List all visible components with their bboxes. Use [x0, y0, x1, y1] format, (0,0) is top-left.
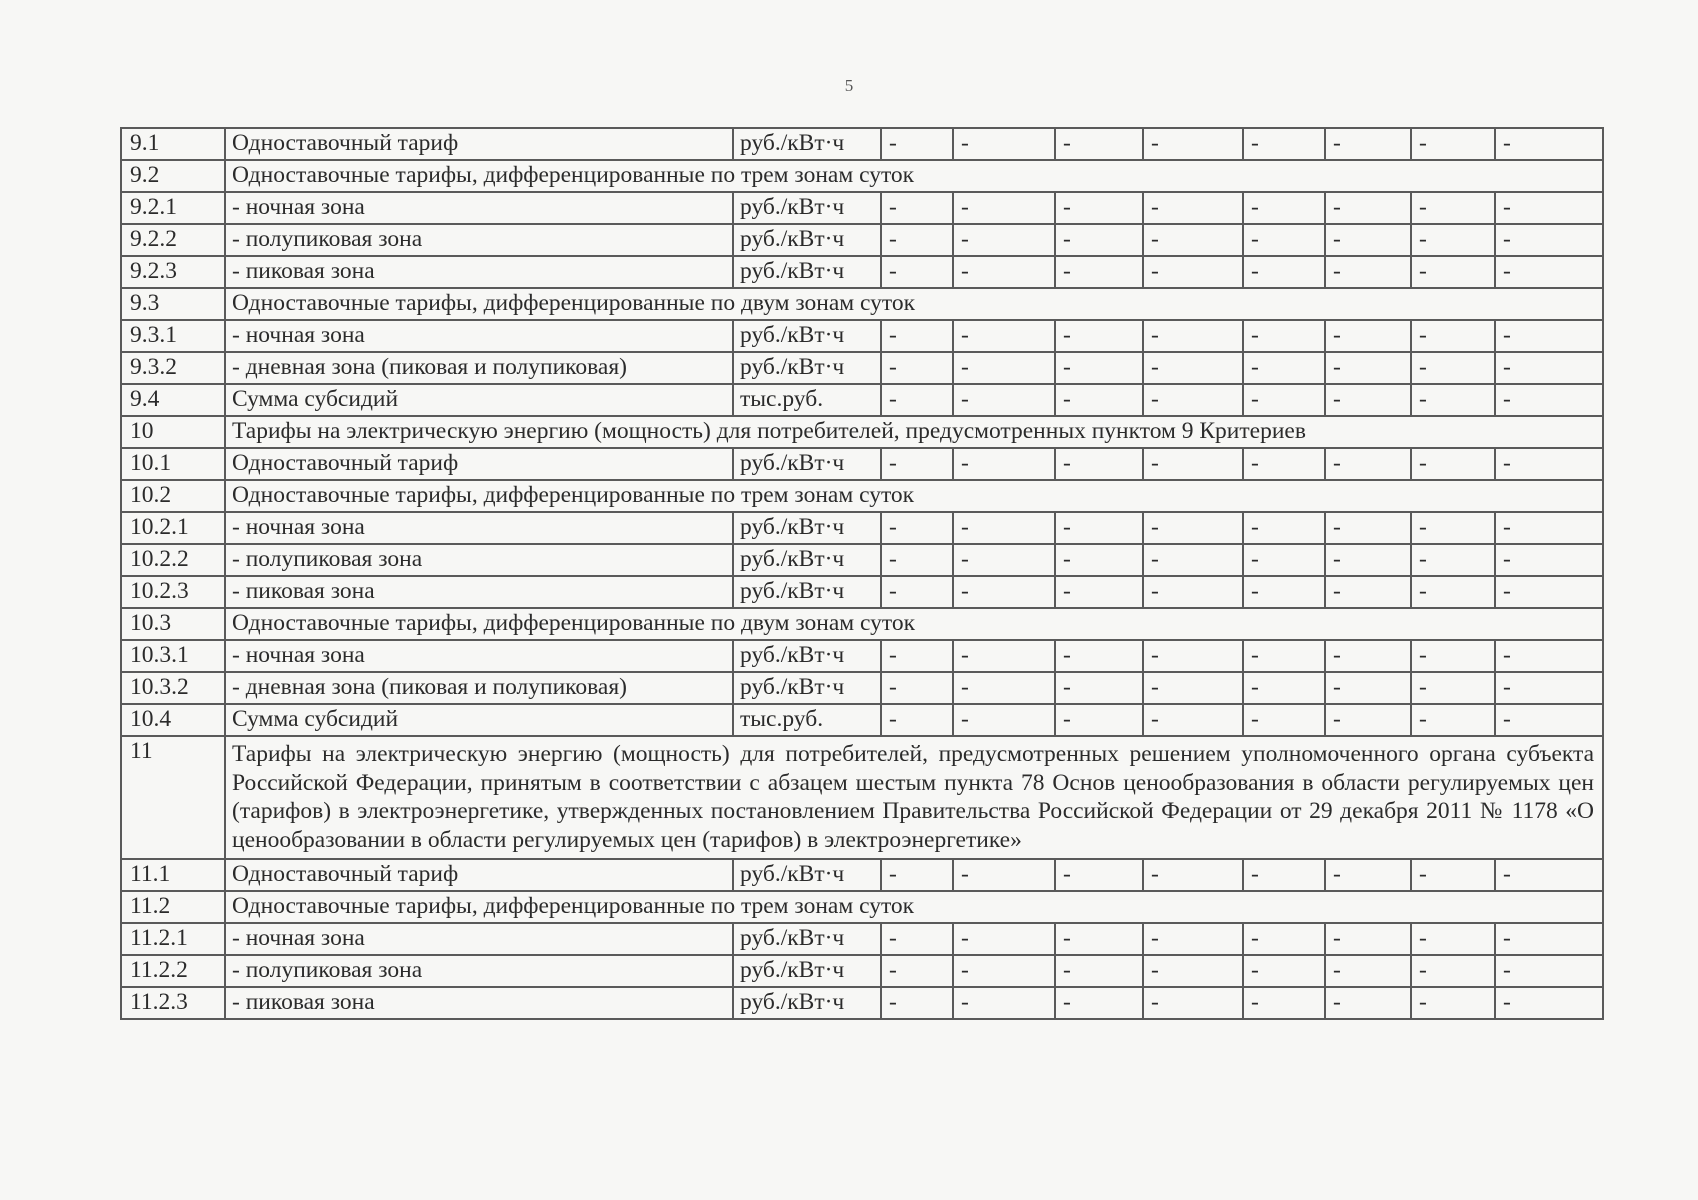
row-description: Тарифы на электрическую энергию (мощность) для потребителей, предусмотренных пунктом 9 Критериев [225, 416, 1603, 448]
table-row [121, 987, 1603, 1019]
row-value: - [953, 672, 1055, 704]
row-value: - [1325, 955, 1411, 987]
row-description: Одноставочный тариф [225, 859, 733, 891]
table-row [121, 352, 1603, 384]
row-value: - [881, 672, 953, 704]
row-unit: тыс.руб. [733, 384, 881, 416]
row-value: - [1243, 640, 1325, 672]
row-number: 10.1 [121, 448, 225, 480]
row-value: - [1495, 256, 1603, 288]
row-value: - [953, 704, 1055, 736]
row-value: - [1411, 859, 1495, 891]
row-value: - [953, 859, 1055, 891]
table-row [121, 923, 1603, 955]
row-value: - [1055, 384, 1143, 416]
row-value: - [1411, 192, 1495, 224]
table-row [121, 224, 1603, 256]
row-value: - [1143, 224, 1243, 256]
row-number: 9.2.3 [121, 256, 225, 288]
table-row [121, 955, 1603, 987]
row-value: - [1243, 448, 1325, 480]
table-row [121, 891, 1603, 923]
table-row [121, 672, 1603, 704]
row-number: 10.3.2 [121, 672, 225, 704]
table-row [121, 192, 1603, 224]
row-value: - [1055, 704, 1143, 736]
row-number: 11.2.3 [121, 987, 225, 1019]
row-unit: руб./кВт·ч [733, 192, 881, 224]
row-number: 9.3.1 [121, 320, 225, 352]
row-value: - [1055, 320, 1143, 352]
row-value: - [1243, 987, 1325, 1019]
row-value: - [953, 320, 1055, 352]
table-row [121, 448, 1603, 480]
row-value: - [1411, 987, 1495, 1019]
row-value: - [1143, 987, 1243, 1019]
row-description: - ночная зона [225, 320, 733, 352]
row-value: - [1243, 576, 1325, 608]
table-row [121, 480, 1603, 512]
row-value: - [1495, 352, 1603, 384]
row-value: - [881, 448, 953, 480]
row-value: - [1055, 192, 1143, 224]
row-value: - [1143, 352, 1243, 384]
row-value: - [953, 544, 1055, 576]
row-value: - [1495, 704, 1603, 736]
row-description: - полупиковая зона [225, 224, 733, 256]
row-number: 11.1 [121, 859, 225, 891]
row-value: - [1495, 672, 1603, 704]
row-description: Одноставочный тариф [225, 448, 733, 480]
row-value: - [881, 224, 953, 256]
row-value: - [1243, 923, 1325, 955]
row-unit: руб./кВт·ч [733, 544, 881, 576]
row-description: - пиковая зона [225, 256, 733, 288]
row-description: Одноставочные тарифы, дифференцированные по двум зонам суток [225, 608, 1603, 640]
row-value: - [1325, 352, 1411, 384]
row-value: - [1055, 923, 1143, 955]
row-value: - [881, 192, 953, 224]
row-value: - [1243, 352, 1325, 384]
row-value: - [881, 512, 953, 544]
row-description: - пиковая зона [225, 987, 733, 1019]
row-number: 9.3.2 [121, 352, 225, 384]
row-number: 11.2.2 [121, 955, 225, 987]
row-value: - [1055, 955, 1143, 987]
table-row [121, 256, 1603, 288]
row-value: - [1143, 640, 1243, 672]
row-number: 11 [121, 736, 225, 859]
row-value: - [1325, 192, 1411, 224]
row-value: - [1411, 672, 1495, 704]
row-value: - [1411, 384, 1495, 416]
row-number: 10.2.1 [121, 512, 225, 544]
row-value: - [881, 859, 953, 891]
row-value: - [1143, 320, 1243, 352]
row-value: - [1055, 576, 1143, 608]
row-unit: руб./кВт·ч [733, 640, 881, 672]
row-description: - ночная зона [225, 512, 733, 544]
row-value: - [1143, 859, 1243, 891]
table-row [121, 512, 1603, 544]
table-row [121, 736, 1603, 859]
row-value: - [1411, 320, 1495, 352]
row-value: - [881, 987, 953, 1019]
row-value: - [1411, 544, 1495, 576]
row-value: - [881, 256, 953, 288]
table-row [121, 320, 1603, 352]
row-value: - [1143, 672, 1243, 704]
table-row [121, 576, 1603, 608]
row-value: - [1495, 448, 1603, 480]
row-value: - [953, 256, 1055, 288]
row-value: - [1243, 192, 1325, 224]
row-value: - [1055, 352, 1143, 384]
row-description: - ночная зона [225, 640, 733, 672]
row-value: - [1243, 955, 1325, 987]
row-number: 10 [121, 416, 225, 448]
row-number: 9.2 [121, 160, 225, 192]
row-value: - [1411, 224, 1495, 256]
row-value: - [953, 224, 1055, 256]
row-value: - [1495, 320, 1603, 352]
row-value: - [1495, 859, 1603, 891]
row-value: - [881, 923, 953, 955]
row-value: - [1143, 128, 1243, 160]
row-unit: руб./кВт·ч [733, 576, 881, 608]
row-value: - [1325, 128, 1411, 160]
row-value: - [1143, 704, 1243, 736]
row-value: - [1411, 576, 1495, 608]
row-description: - пиковая зона [225, 576, 733, 608]
row-number: 9.2.2 [121, 224, 225, 256]
row-value: - [1325, 256, 1411, 288]
row-unit: руб./кВт·ч [733, 320, 881, 352]
row-value: - [953, 384, 1055, 416]
row-unit: руб./кВт·ч [733, 512, 881, 544]
row-value: - [1325, 384, 1411, 416]
row-value: - [953, 955, 1055, 987]
row-value: - [1055, 224, 1143, 256]
row-unit: тыс.руб. [733, 704, 881, 736]
row-description: - дневная зона (пиковая и полупиковая) [225, 672, 733, 704]
row-value: - [1143, 512, 1243, 544]
row-value: - [1495, 544, 1603, 576]
row-value: - [1411, 923, 1495, 955]
row-value: - [1055, 987, 1143, 1019]
row-value: - [1325, 987, 1411, 1019]
row-description: - полупиковая зона [225, 955, 733, 987]
table-row [121, 640, 1603, 672]
table-row [121, 416, 1603, 448]
row-value: - [1495, 640, 1603, 672]
row-unit: руб./кВт·ч [733, 224, 881, 256]
row-value: - [1243, 704, 1325, 736]
row-unit: руб./кВт·ч [733, 987, 881, 1019]
row-description: Сумма субсидий [225, 384, 733, 416]
row-unit: руб./кВт·ч [733, 672, 881, 704]
row-value: - [1495, 576, 1603, 608]
row-description: - дневная зона (пиковая и полупиковая) [225, 352, 733, 384]
row-value: - [1411, 128, 1495, 160]
row-value: - [1411, 448, 1495, 480]
table-row [121, 608, 1603, 640]
row-unit: руб./кВт·ч [733, 923, 881, 955]
row-value: - [953, 576, 1055, 608]
table-row [121, 544, 1603, 576]
table-row [121, 128, 1603, 160]
table-row [121, 288, 1603, 320]
row-value: - [1411, 955, 1495, 987]
row-value: - [1143, 448, 1243, 480]
row-value: - [1055, 448, 1143, 480]
row-value: - [1055, 512, 1143, 544]
row-value: - [953, 987, 1055, 1019]
row-unit: руб./кВт·ч [733, 128, 881, 160]
row-value: - [1243, 544, 1325, 576]
table-row [121, 704, 1603, 736]
row-number: 9.3 [121, 288, 225, 320]
row-unit: руб./кВт·ч [733, 955, 881, 987]
row-value: - [1411, 640, 1495, 672]
tariff-table [120, 127, 1604, 1020]
row-number: 10.2.3 [121, 576, 225, 608]
row-number: 9.4 [121, 384, 225, 416]
row-value: - [953, 640, 1055, 672]
row-value: - [881, 352, 953, 384]
row-number: 11.2 [121, 891, 225, 923]
row-value: - [881, 384, 953, 416]
row-value: - [1495, 923, 1603, 955]
row-description: Тарифы на электрическую энергию (мощность) для потребителей, предусмотренных решением уполномоченного органа субъекта Российской Федерации, принятым в соответствии с абзацем шестым пункта 78 Основ ценообразования в области регулируемых цен (тарифов) в электроэнергетике, утвержденных постановлением Правительства Российской Федерации от 29 декабря 2011 № 1178 «О ценообразовании в области регулируемых цен (тарифов) в электроэнергетике» [225, 736, 1603, 859]
row-description: - полупиковая зона [225, 544, 733, 576]
row-number: 10.2.2 [121, 544, 225, 576]
row-description: Одноставочные тарифы, дифференцированные по трем зонам суток [225, 160, 1603, 192]
row-description: - ночная зона [225, 192, 733, 224]
row-value: - [953, 352, 1055, 384]
row-value: - [1143, 256, 1243, 288]
row-value: - [1325, 320, 1411, 352]
row-value: - [1325, 224, 1411, 256]
row-value: - [1243, 128, 1325, 160]
row-value: - [1143, 544, 1243, 576]
row-unit: руб./кВт·ч [733, 256, 881, 288]
row-description: Сумма субсидий [225, 704, 733, 736]
row-value: - [1495, 987, 1603, 1019]
row-value: - [1495, 512, 1603, 544]
row-value: - [1243, 672, 1325, 704]
row-value: - [1325, 640, 1411, 672]
row-unit: руб./кВт·ч [733, 352, 881, 384]
row-value: - [1325, 859, 1411, 891]
row-value: - [1325, 512, 1411, 544]
row-value: - [953, 512, 1055, 544]
row-value: - [1325, 448, 1411, 480]
row-value: - [1055, 544, 1143, 576]
row-value: - [953, 923, 1055, 955]
row-unit: руб./кВт·ч [733, 859, 881, 891]
row-value: - [1495, 192, 1603, 224]
row-value: - [1143, 576, 1243, 608]
row-value: - [1243, 512, 1325, 544]
row-value: - [1325, 576, 1411, 608]
row-value: - [1055, 256, 1143, 288]
row-number: 10.3 [121, 608, 225, 640]
table-row [121, 859, 1603, 891]
row-description: Одноставочные тарифы, дифференцированные по трем зонам суток [225, 480, 1603, 512]
row-value: - [881, 955, 953, 987]
row-value: - [1143, 384, 1243, 416]
row-value: - [1143, 923, 1243, 955]
row-value: - [1055, 672, 1143, 704]
row-description: Одноставочные тарифы, дифференцированные по трем зонам суток [225, 891, 1603, 923]
row-number: 11.2.1 [121, 923, 225, 955]
row-value: - [1143, 955, 1243, 987]
row-value: - [953, 192, 1055, 224]
row-value: - [1243, 320, 1325, 352]
row-value: - [1495, 955, 1603, 987]
row-value: - [1411, 704, 1495, 736]
row-value: - [1411, 352, 1495, 384]
row-value: - [1143, 192, 1243, 224]
row-value: - [1055, 640, 1143, 672]
row-value: - [1325, 544, 1411, 576]
row-value: - [1495, 384, 1603, 416]
row-value: - [1243, 224, 1325, 256]
table-row [121, 384, 1603, 416]
row-value: - [881, 704, 953, 736]
row-value: - [881, 544, 953, 576]
row-description: Одноставочные тарифы, дифференцированные по двум зонам суток [225, 288, 1603, 320]
row-value: - [1243, 256, 1325, 288]
row-value: - [1325, 672, 1411, 704]
row-value: - [1495, 128, 1603, 160]
row-value: - [1495, 224, 1603, 256]
row-value: - [953, 128, 1055, 160]
row-value: - [881, 640, 953, 672]
row-number: 10.4 [121, 704, 225, 736]
row-value: - [881, 576, 953, 608]
row-unit: руб./кВт·ч [733, 448, 881, 480]
row-value: - [1055, 859, 1143, 891]
row-value: - [1243, 384, 1325, 416]
row-value: - [953, 448, 1055, 480]
row-number: 10.2 [121, 480, 225, 512]
row-value: - [1325, 704, 1411, 736]
row-number: 9.1 [121, 128, 225, 160]
row-value: - [881, 128, 953, 160]
row-value: - [1243, 859, 1325, 891]
page-number: 5 [844, 76, 854, 95]
row-value: - [1411, 512, 1495, 544]
row-description: - ночная зона [225, 923, 733, 955]
row-value: - [1325, 923, 1411, 955]
row-value: - [1055, 128, 1143, 160]
row-number: 10.3.1 [121, 640, 225, 672]
row-description: Одноставочный тариф [225, 128, 733, 160]
row-value: - [1411, 256, 1495, 288]
table-row [121, 160, 1603, 192]
row-number: 9.2.1 [121, 192, 225, 224]
row-value: - [881, 320, 953, 352]
